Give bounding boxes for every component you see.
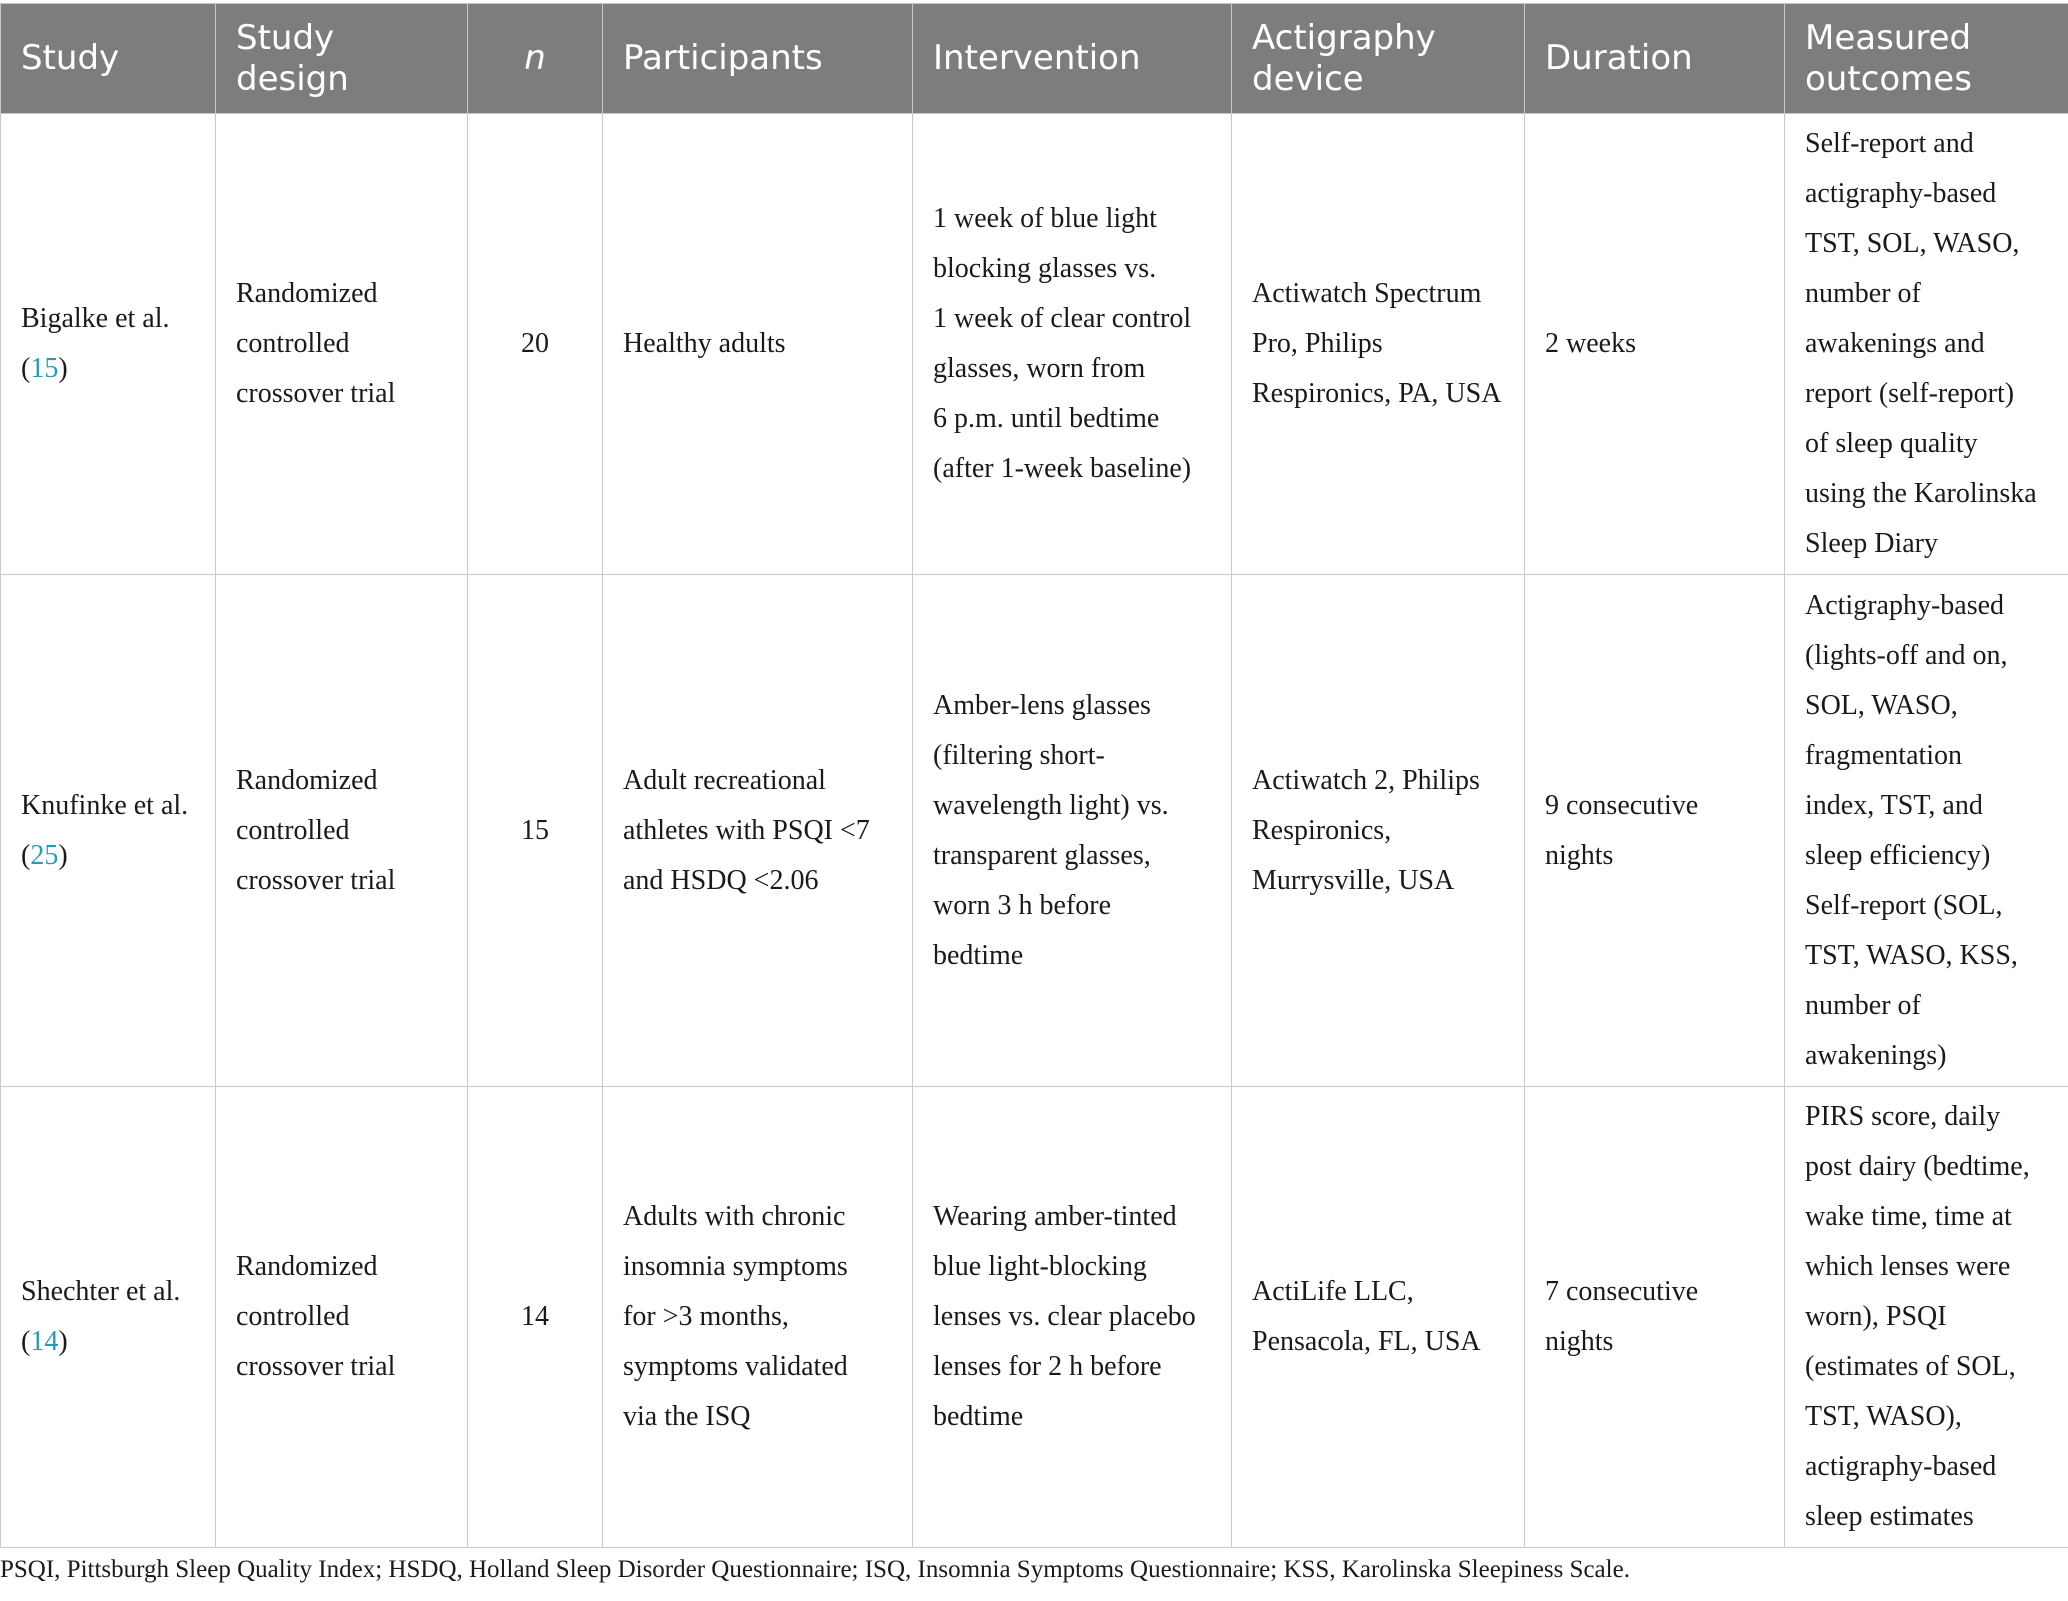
cell-n: 20 — [468, 114, 603, 575]
header-participants: Participants — [603, 4, 913, 114]
table-header — [1, 4, 2068, 114]
cell-actigraphy-device: Actiwatch Spectrum Pro, Philips Respironics, PA, USA — [1232, 114, 1525, 575]
cell-study-design: Randomized controlled crossover trial — [216, 114, 468, 575]
cell-study: Knufinke et al. (25) — [1, 575, 216, 1087]
cell-study: Bigalke et al. (15) — [1, 114, 216, 575]
cell-measured-outcomes: Self-report and actigraphy-based TST, SOL, WASO, number of awakenings and report (self-report) of sleep quality using the Karolinska Sleep Diary — [1785, 114, 2068, 575]
header-study: Study — [1, 4, 216, 114]
table-row — [1, 1087, 2068, 1548]
cell-duration: 2 weeks — [1525, 114, 1785, 575]
reference-link[interactable]: 15 — [30, 353, 59, 384]
reference-link[interactable]: 25 — [30, 839, 59, 871]
cell-intervention: Wearing amber-tinted blue light-blocking lenses vs. clear placebo lenses for 2 h before bedtime — [913, 1087, 1232, 1548]
cell-actigraphy-device: ActiLife LLC, Pensacola, FL, USA — [1232, 1087, 1525, 1548]
table-row — [1, 114, 2068, 575]
cell-participants: Healthy adults — [603, 114, 913, 575]
header-actigraphy-device: Actigraphy device — [1232, 4, 1525, 114]
cell-intervention: 1 week of blue light blocking glasses vs. 1 week of clear control glasses, worn from 6 p.m. until bedtime (after 1-week baseline) — [913, 114, 1232, 575]
cell-study-design: Randomized controlled crossover trial — [216, 575, 468, 1087]
header-measured-outcomes: Measured outcomes — [1785, 4, 2068, 114]
reference-link[interactable]: 14 — [30, 1326, 59, 1357]
cell-measured-outcomes: PIRS score, daily post dairy (bedtime, wake time, time at which lenses were worn), PSQI (estimates of SOL, TST, WASO), actigraphy-based sleep estimates — [1785, 1087, 2068, 1548]
cell-actigraphy-device: Actiwatch 2, Philips Respironics, Murrysville, USA — [1232, 575, 1525, 1087]
table-body — [1, 114, 2068, 1548]
cell-n: 15 — [468, 575, 603, 1087]
cell-intervention: Amber-lens glasses (filtering short- wavelength light) vs. transparent glasses, worn 3 h before bedtime — [913, 575, 1232, 1087]
cell-study: Shechter et al. (14) — [1, 1087, 216, 1548]
header-n: n — [468, 4, 603, 114]
header-row — [1, 4, 2068, 114]
cell-n: 14 — [468, 1087, 603, 1548]
cell-duration: 9 consecutive nights — [1525, 575, 1785, 1087]
cell-participants: Adults with chronic insomnia symptoms for >3 months, symptoms validated via the ISQ — [603, 1087, 913, 1548]
cell-participants: Adult recreational athletes with PSQI <7 and HSDQ <2.06 — [603, 575, 913, 1087]
studies-table — [0, 3, 2068, 1548]
header-duration: Duration — [1525, 4, 1785, 114]
cell-study-design: Randomized controlled crossover trial — [216, 1087, 468, 1548]
cell-measured-outcomes: Actigraphy-based (lights-off and on, SOL, WASO, fragmentation index, TST, and sleep efficiency) Self-report (SOL, TST, WASO, KSS, number of awakenings) — [1785, 575, 2068, 1087]
header-study-design: Study design — [216, 4, 468, 114]
table-row — [1, 575, 2068, 1087]
header-intervention: Intervention — [913, 4, 1232, 114]
table-footnote: PSQI, Pittsburgh Sleep Quality Index; HSDQ, Holland Sleep Disorder Questionnaire; ISQ, Insomnia Symptoms Questionnaire; KSS, Karolinska Sleepiness Scale. — [0, 1556, 1630, 1583]
cell-duration: 7 consecutive nights — [1525, 1087, 1785, 1548]
